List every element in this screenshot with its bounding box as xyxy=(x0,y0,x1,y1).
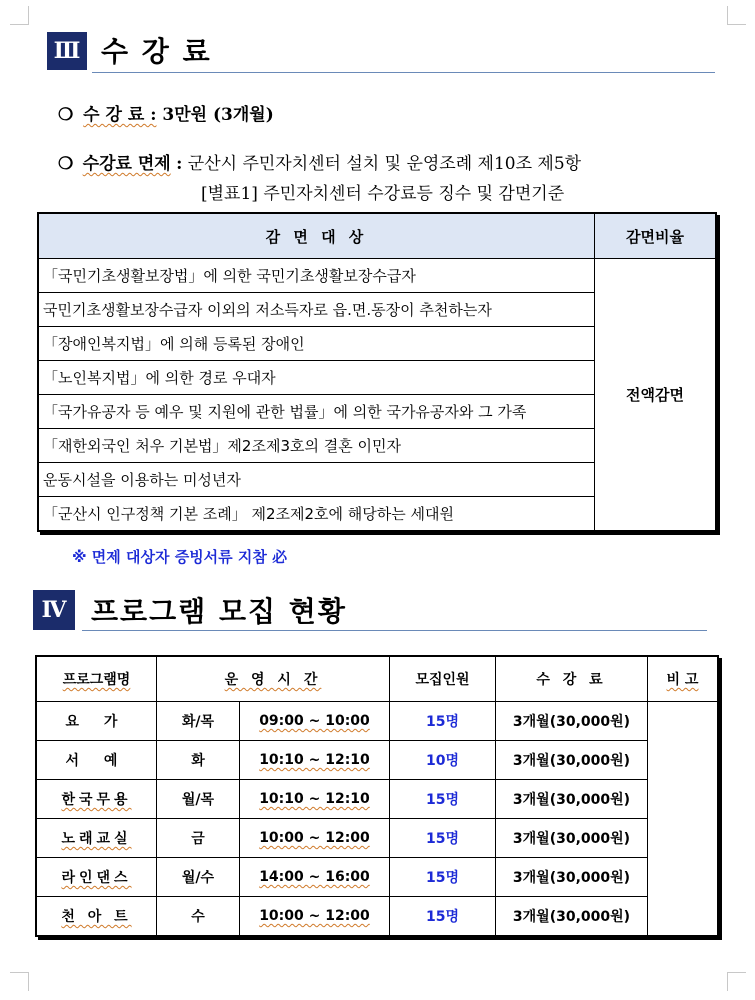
program-count: 15명 xyxy=(390,897,496,937)
table-row xyxy=(36,897,718,937)
exemption-target: 국민기초생활보장수급자 이외의 저소득자로 읍.면.동장이 추천하는자 xyxy=(38,293,595,327)
exemption-table xyxy=(37,212,717,532)
crop-mark-top-right xyxy=(727,6,746,25)
header-rate: 감면비율 xyxy=(595,213,717,259)
program-time: 10:10 ~ 12:10 xyxy=(240,741,390,780)
program-count: 10명 xyxy=(390,741,496,780)
program-table-header xyxy=(36,656,718,702)
program-count: 15명 xyxy=(390,819,496,858)
program-fee: 3개월(30,000원) xyxy=(496,819,648,858)
table-row xyxy=(36,819,718,858)
section4-title: 프로그램 모집 현황 xyxy=(91,595,347,628)
exemption-target: 「노인복지법」에 의한 경로 우대자 xyxy=(38,361,595,395)
program-name: 노래교실 xyxy=(36,819,157,858)
crop-mark-top-left xyxy=(10,6,29,25)
table-row xyxy=(36,780,718,819)
header-program-name: 프로그램명 xyxy=(36,656,157,702)
exempt-text-1: 군산시 주민자치센터 설치 및 운영조례 제10조 제5항 xyxy=(187,154,582,174)
fee-line xyxy=(58,100,274,125)
section3-numeral: Ⅲ xyxy=(47,32,87,70)
table-row xyxy=(36,741,718,780)
exemption-rate: 전액감면 xyxy=(595,259,717,532)
program-name: 라인댄스 xyxy=(36,858,157,897)
exemption-target: 「재한외국인 처우 기본법」제2조제3호의 결혼 이민자 xyxy=(38,429,595,463)
program-time: 10:10 ~ 12:10 xyxy=(240,780,390,819)
exemption-target: 「장애인복지법」에 의해 등록된 장애인 xyxy=(38,327,595,361)
program-fee: 3개월(30,000원) xyxy=(496,780,648,819)
table-row xyxy=(38,259,716,293)
header-fee: 수 강 료 xyxy=(496,656,648,702)
bullet-icon: ❍ xyxy=(58,105,74,125)
program-fee: 3개월(30,000원) xyxy=(496,897,648,937)
section3-heading xyxy=(47,32,212,70)
fee-label: 수 강 료 : xyxy=(83,105,157,125)
program-fee: 3개월(30,000원) xyxy=(496,702,648,741)
document-note: ※ 면제 대상자 증빙서류 지참 必 xyxy=(72,548,288,566)
crop-mark-bottom-left xyxy=(10,972,29,991)
program-name: 서 예 xyxy=(36,741,157,780)
table-row xyxy=(36,858,718,897)
program-days: 화 xyxy=(157,741,240,780)
program-name: 천 아 트 xyxy=(36,897,157,937)
program-time: 09:00 ~ 10:00 xyxy=(240,702,390,741)
header-remarks: 비 고 xyxy=(648,656,719,702)
exemption-target: 「국가유공자 등 예우 및 지원에 관한 법률」에 의한 국가유공자와 그 가족 xyxy=(38,395,595,429)
exempt-label: 수강료 면제 xyxy=(82,154,171,174)
program-time: 10:00 ~ 12:00 xyxy=(240,819,390,858)
program-count: 15명 xyxy=(390,702,496,741)
program-days: 수 xyxy=(157,897,240,937)
program-table xyxy=(35,655,719,937)
program-fee: 3개월(30,000원) xyxy=(496,858,648,897)
exempt-text-2: [별표1] 주민자치센터 수강료등 징수 및 감면기준 xyxy=(201,184,565,204)
section3-underline xyxy=(92,72,715,73)
program-remarks xyxy=(648,702,719,937)
program-days: 금 xyxy=(157,819,240,858)
program-name: 한국무용 xyxy=(36,780,157,819)
fee-value: 3만원 (3개월) xyxy=(162,105,274,125)
exemption-target: 「군산시 인구정책 기본 조례」 제2조제2호에 해당하는 세대원 xyxy=(38,497,595,532)
header-count: 모집인원 xyxy=(390,656,496,702)
section4-underline xyxy=(82,630,707,631)
bullet-icon: ❍ xyxy=(58,154,74,174)
program-fee: 3개월(30,000원) xyxy=(496,741,648,780)
section3-title: 수 강 료 xyxy=(101,35,212,68)
section4-numeral: Ⅳ xyxy=(33,590,75,630)
exempt-line xyxy=(58,149,581,174)
program-days: 화/목 xyxy=(157,702,240,741)
exempt-colon: : xyxy=(176,154,183,174)
section4-heading xyxy=(33,590,347,630)
program-days: 월/목 xyxy=(157,780,240,819)
exemption-table-header xyxy=(38,213,716,259)
program-time: 10:00 ~ 12:00 xyxy=(240,897,390,937)
header-time: 운 영 시 간 xyxy=(157,656,390,702)
program-days: 월/수 xyxy=(157,858,240,897)
exemption-target: 「국민기초생활보장법」에 의한 국민기초생활보장수급자 xyxy=(38,259,595,293)
exemption-target: 운동시설을 이용하는 미성년자 xyxy=(38,463,595,497)
exempt-line-2 xyxy=(201,179,564,204)
program-count: 15명 xyxy=(390,780,496,819)
header-target: 감 면 대 상 xyxy=(38,213,595,259)
program-count: 15명 xyxy=(390,858,496,897)
program-name: 요 가 xyxy=(36,702,157,741)
program-time: 14:00 ~ 16:00 xyxy=(240,858,390,897)
crop-mark-bottom-right xyxy=(727,972,746,991)
table-row xyxy=(36,702,718,741)
